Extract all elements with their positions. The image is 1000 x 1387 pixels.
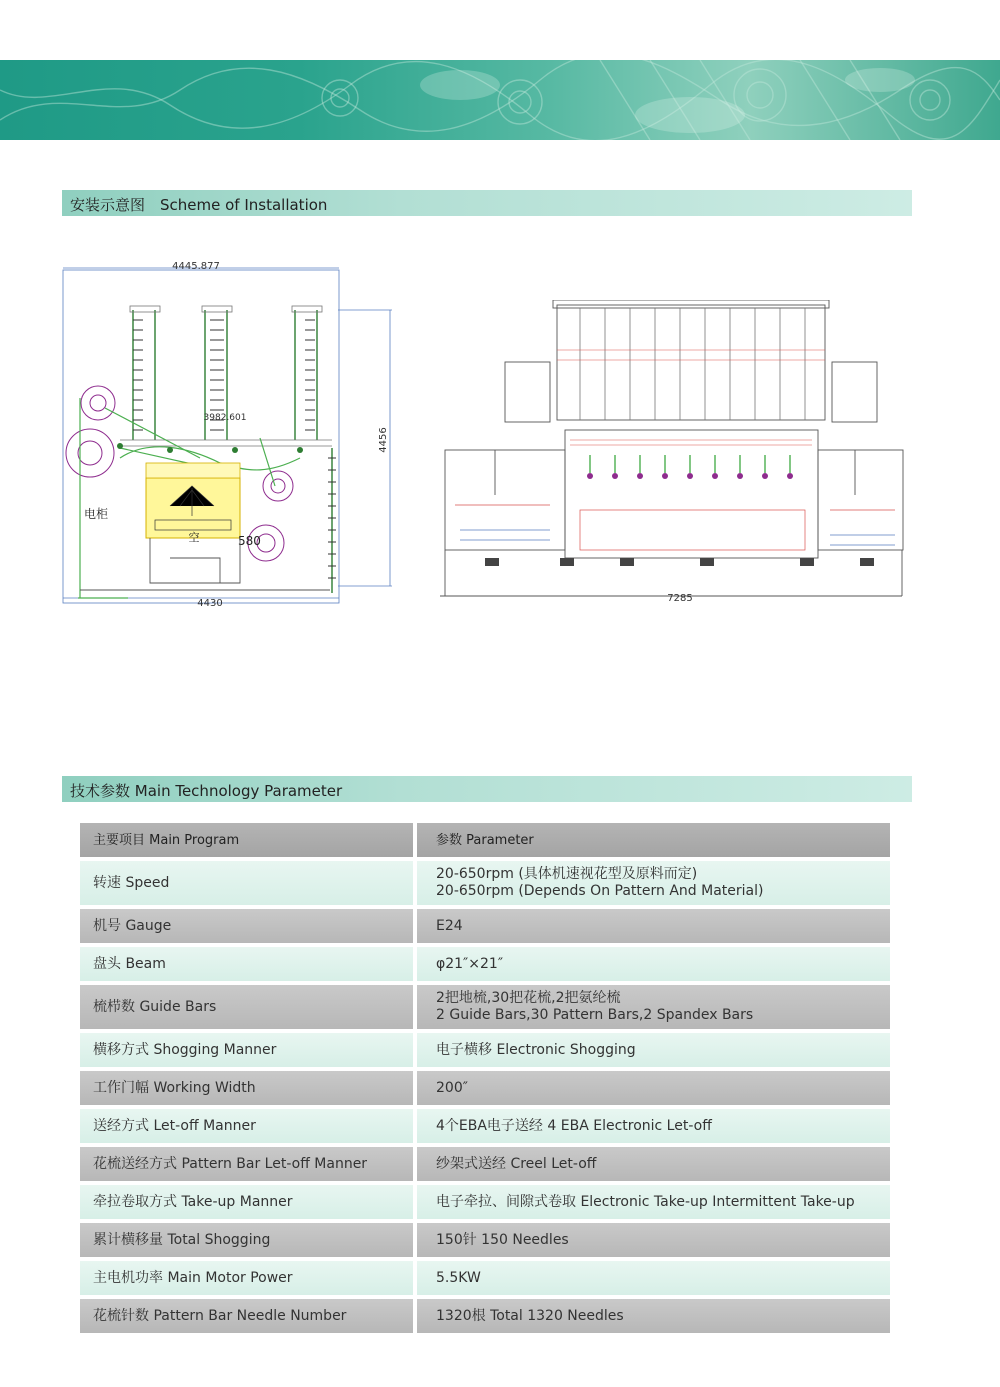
row-item: 累计横移量 Total Shogging <box>80 1223 413 1257</box>
table-row <box>80 1299 890 1333</box>
parameter-table <box>80 823 890 1337</box>
parameter-section-title: 技术参数 Main Technology Parameter <box>70 782 343 800</box>
row-value: 200″ <box>417 1071 890 1105</box>
dim-top: 4445.877 <box>172 261 220 272</box>
table-row <box>80 909 890 943</box>
row-value: 电子横移 Electronic Shogging <box>417 1033 890 1067</box>
row-value-line: 20-650rpm (Depends On Pattern And Material) <box>436 883 764 899</box>
row-item: 转速 Speed <box>80 861 413 905</box>
row-value-line: 2 Guide Bars,30 Pattern Bars,2 Spandex Bars <box>436 1007 754 1023</box>
row-item: 工作门幅 Working Width <box>80 1071 413 1105</box>
table-row <box>80 1185 890 1219</box>
row-value: E24 <box>417 909 890 943</box>
row-value: φ21″×21″ <box>417 947 890 981</box>
dim-mid: 3982.601 <box>203 413 247 423</box>
side-view-drawing <box>60 258 405 610</box>
row-value <box>417 985 890 1029</box>
table-header-item: 主要项目 Main Program <box>80 823 413 857</box>
table-row <box>80 947 890 981</box>
row-value: 5.5KW <box>417 1261 890 1295</box>
front-view-drawing <box>440 300 905 605</box>
table-row <box>80 1071 890 1105</box>
row-item: 盘头 Beam <box>80 947 413 981</box>
row-value: 4个EBA电子送经 4 EBA Electronic Let-off <box>417 1109 890 1143</box>
dim-7285: 7285 <box>667 593 693 604</box>
lace-pattern-icon <box>0 60 1000 140</box>
row-value <box>417 861 890 905</box>
table-row <box>80 985 890 1029</box>
dim-right: 4456 <box>378 427 389 453</box>
table-row <box>80 861 890 905</box>
table-header-parameter: 参数 Parameter <box>417 823 890 857</box>
row-value: 电子牵拉、间隙式卷取 Electronic Take-up Intermittent Take-up <box>417 1185 890 1219</box>
dim-580: 580 <box>238 534 261 548</box>
table-row <box>80 1261 890 1295</box>
row-item: 主电机功率 Main Motor Power <box>80 1261 413 1295</box>
cabinet-label: 电柜 <box>84 507 109 521</box>
row-value-line: 2把地梳,30把花梳,2把氨纶梳 <box>436 990 621 1006</box>
row-item: 梳栉数 Guide Bars <box>80 985 413 1029</box>
dim-bottom: 4430 <box>197 598 223 609</box>
table-row <box>80 1033 890 1067</box>
frame-label: 空 <box>188 531 200 544</box>
row-item: 花梳针数 Pattern Bar Needle Number <box>80 1299 413 1333</box>
row-item: 花梳送经方式 Pattern Bar Let-off Manner <box>80 1147 413 1181</box>
row-item: 横移方式 Shogging Manner <box>80 1033 413 1067</box>
row-value-line: 20-650rpm (具体机速视花型及原料而定) <box>436 866 698 882</box>
lace-banner <box>0 60 1000 140</box>
row-value: 纱架式送经 Creel Let-off <box>417 1147 890 1181</box>
table-row <box>80 1109 890 1143</box>
row-item: 机号 Gauge <box>80 909 413 943</box>
row-value: 1320根 Total 1320 Needles <box>417 1299 890 1333</box>
table-header-row <box>80 823 890 857</box>
parameter-section-header <box>62 776 912 802</box>
row-value: 150针 150 Needles <box>417 1223 890 1257</box>
table-row <box>80 1223 890 1257</box>
row-item: 牵拉卷取方式 Take-up Manner <box>80 1185 413 1219</box>
installation-section-title: 安装示意图 Scheme of Installation <box>70 196 328 214</box>
row-item: 送经方式 Let-off Manner <box>80 1109 413 1143</box>
table-row <box>80 1147 890 1181</box>
installation-section-header <box>62 190 912 216</box>
